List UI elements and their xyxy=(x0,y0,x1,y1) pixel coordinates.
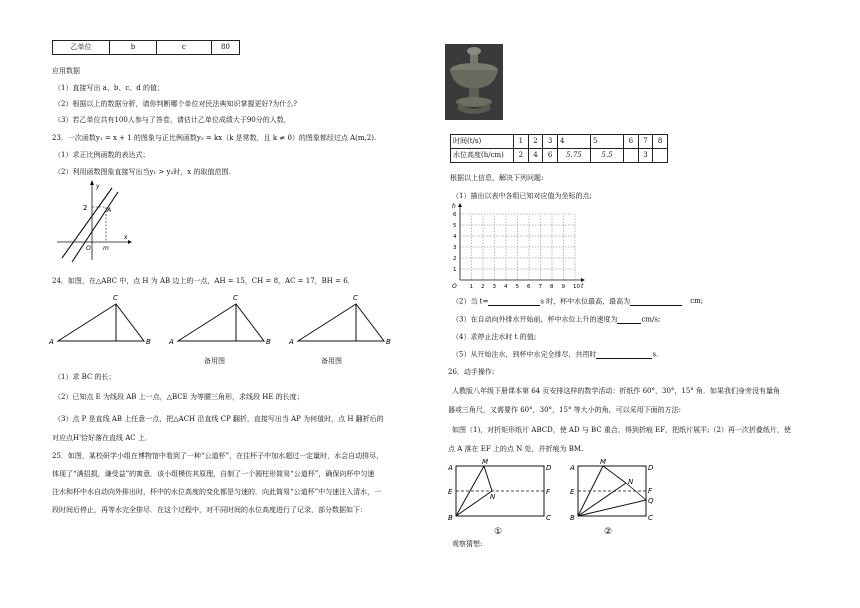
graph-point-A: A xyxy=(107,207,112,214)
table-cell: 5 xyxy=(590,135,623,149)
label-F: F xyxy=(648,487,653,495)
q25-part1: （1）描出以表中各组已知对应值为坐标的点; xyxy=(452,192,592,200)
q24-part2: （2）已知点 E 为线段 AB 上一点，△BCE 为等腰三角形，求线段 HE 的长度； xyxy=(54,393,304,401)
x-tick-label: 1 xyxy=(469,284,473,290)
fold-figure-1 xyxy=(446,458,556,540)
y-axis-arrow xyxy=(458,203,462,207)
label-D: D xyxy=(546,464,552,472)
x-axis-arrow xyxy=(581,278,585,282)
label-M: M xyxy=(600,458,607,466)
table-cell: 6 xyxy=(543,149,558,163)
label-E: E xyxy=(570,488,575,496)
y-tick-label: 3 xyxy=(453,245,457,251)
label-B: B xyxy=(146,338,151,346)
label-C: C xyxy=(648,514,653,522)
label-A: A xyxy=(49,338,54,346)
label-A: A xyxy=(169,338,174,346)
table-cell: 时间(t/s) xyxy=(451,135,514,149)
table-cell: 7 xyxy=(638,135,653,149)
table-cell: c xyxy=(157,41,212,55)
x-tick-label: 7 xyxy=(538,284,542,290)
y-tick-label: 6 xyxy=(453,212,457,218)
q24-spare-figure-2 xyxy=(288,290,400,352)
q26-line1: 人教版八年级下册课本第 64 页安排这样的数学活动：折纸作 60°，30°，15° 角．如果我们身旁没有量角 xyxy=(452,387,781,395)
graph-origin: O xyxy=(86,245,91,252)
table-cell: 5.5 xyxy=(590,149,623,163)
x-tick-label: 8 xyxy=(550,284,554,290)
q25-part2 xyxy=(452,297,703,306)
table-cell: 8 xyxy=(653,135,668,149)
q23-part1: （1）求正比例函数的表达式； xyxy=(54,151,150,159)
q26-observe: 观察猜想: xyxy=(452,540,483,548)
figure-number-2: ② xyxy=(604,527,613,537)
q25-part4: （4）求停止注水时 t 的值; xyxy=(452,333,537,341)
table-row xyxy=(451,135,668,149)
table-cell: 乙单位 xyxy=(53,41,110,55)
q25-part2-text-b: s 时，杯中水位最高，最高为 xyxy=(540,297,631,306)
q25-part5-text-a: （5）从开始注水，到杯中水完全排尽，共用时 xyxy=(452,350,597,359)
table-cell: b xyxy=(110,41,157,55)
table-row xyxy=(451,149,668,163)
label-M: M xyxy=(482,458,489,466)
q25-part2-text-c: cm; xyxy=(690,297,704,306)
label-C: C xyxy=(113,294,118,302)
x-tick-label: 4 xyxy=(504,284,508,290)
label-C: C xyxy=(353,294,358,302)
table-cell: 4 xyxy=(528,149,543,163)
fold-figure-2 xyxy=(568,458,660,540)
q24-part3-line2: 对应点H'恰好落在直线 AC 上． xyxy=(52,434,152,442)
label-C: C xyxy=(233,294,238,302)
q25-part5 xyxy=(452,350,658,359)
table-cell: 6 xyxy=(623,135,638,149)
y-tick-label: 4 xyxy=(453,234,457,240)
q25-part3-text-a: （3）在自动向外排水开始前，杯中水位上升的速度为 xyxy=(452,315,618,324)
x-tick-label: 5 xyxy=(515,284,519,290)
label-C: C xyxy=(546,514,551,522)
table-cell: 3 xyxy=(638,149,653,163)
q26-line2: 器或三角尺，又需要作 60°，30°，15° 等大小的角，可以采用下面的方法: xyxy=(448,406,682,414)
q25-line4: 段时间后停止，再等水完全排尽．在这个过程中，对不同时间的水位高度进行了记录，部分数据如下： xyxy=(52,506,367,514)
figure-caption: 备用图 xyxy=(321,357,342,365)
answer-blank[interactable] xyxy=(596,350,652,359)
q25-line2: 体现了“满招损，谦受益”的寓意．该小组模仿其原理，自制了一个圆柱形简易“公道杯”，确保向杯中匀速 xyxy=(52,470,375,478)
q26-line4: 点 A 落在 EF 上的点 N 处，并折痕为 BM. xyxy=(448,445,584,453)
t-axis-label: t xyxy=(581,283,584,290)
origin-label: O xyxy=(452,283,457,290)
q25-part3 xyxy=(452,315,660,324)
label-B: B xyxy=(266,338,271,346)
section-heading: 应用数据 xyxy=(52,67,80,75)
q24-part3-line1: （3）点 P 是直线 AB 上任意一点，把△ACH 沿直线 CP 翻折，直接写出当 AP 为何值时，点 H 翻折后的 xyxy=(54,415,384,423)
table-cell: 3 xyxy=(543,135,558,149)
q22-part1: （1）直接写出 a、b、c、d 的值； xyxy=(54,84,164,92)
graph-tick-m: m xyxy=(103,245,109,252)
q24-part1: （1）求 BC 的长； xyxy=(54,373,116,381)
q23-stem: 23．一次函数y₁ = x + 1 的图象与正比例函数y₂ = kx（k 是常数，且 k ≠ 0）的图象都经过点 A(m,2). xyxy=(52,134,377,142)
x-tick-label: 10 xyxy=(573,284,580,290)
label-A: A xyxy=(289,338,294,346)
q24-triangle-figure xyxy=(48,290,160,352)
right-column xyxy=(430,0,860,608)
table-cell xyxy=(623,149,638,163)
q22-part3: （3）若乙单位共有100人参与了答卷，请估计乙单位成绩大于90分的人数． xyxy=(54,116,291,124)
answer-blank[interactable] xyxy=(617,315,641,324)
q24-stem: 24．如图，在△ABC 中，点 H 为 AB 边上的一点，AH = 15，CH = 8，AC = 17，BH = 6． xyxy=(52,277,355,285)
q24-spare-figure-1 xyxy=(168,290,280,352)
figure-number-1: ① xyxy=(494,527,503,537)
q23-part2: （2）利用函数图象直接写出当y₁ > y₂时，x 的取值范围. xyxy=(54,168,231,176)
x-tick-label: 9 xyxy=(561,284,565,290)
q25-part3-text-b: cm/s; xyxy=(641,315,661,324)
label-A: A xyxy=(448,464,453,472)
q22-part2: （2）根据以上的数据分析，请你判断哪个单位对民法典知识掌握更好?为什么? xyxy=(54,100,297,108)
graph-tick-2: 2 xyxy=(83,204,88,212)
q23-function-graph xyxy=(52,180,132,262)
answer-blank[interactable] xyxy=(630,297,682,306)
label-E: E xyxy=(448,488,453,496)
table-cell: 80 xyxy=(212,41,240,55)
h-axis-label: h xyxy=(452,203,456,210)
table-cell: 水位高度(h/cm) xyxy=(451,149,514,163)
y-tick-label: 1 xyxy=(453,267,457,273)
label-F: F xyxy=(546,488,551,496)
q25-part2-text-a: （2）当 t= xyxy=(452,297,489,306)
answer-blank[interactable] xyxy=(488,297,540,306)
table-row xyxy=(53,41,240,55)
table-cell: 2 xyxy=(528,135,543,149)
table-cell: 1 xyxy=(514,135,529,149)
label-A: A xyxy=(570,464,575,472)
x-tick-label: 6 xyxy=(527,284,531,290)
q25-line3: 注水和杯中水自动向外排出时，杯中的水位高度的变化都是匀速的．向此简易“公道杯”中匀速注入清水，一 xyxy=(52,488,382,496)
q25-intro: 根据以上信息，解决下列问题: xyxy=(450,174,544,182)
x-tick-label: 2 xyxy=(481,284,485,290)
label-D: D xyxy=(648,464,654,472)
label-Q: Q xyxy=(648,497,654,505)
table-cell xyxy=(653,149,668,163)
label-B: B xyxy=(448,514,453,522)
group-score-table xyxy=(52,40,240,55)
label-B: B xyxy=(570,514,575,522)
table-cell: 4 xyxy=(557,135,590,149)
q26-title: 26．动手操作: xyxy=(448,368,495,376)
coordinate-grid xyxy=(448,200,584,292)
q26-line3: 如图（1)，对折矩形纸片 ABCD，使 AD 与 BC 重合，得到折痕 EF，把纸片展平;（2）再一次折叠纸片，使 xyxy=(452,426,791,434)
q25-line1: 25．如图，某校研学小组在博物馆中看到了一种“公道杯”，在往杯子中加水超过一定量时，水会自动排尽， xyxy=(52,452,384,460)
figure-caption: 备用图 xyxy=(204,357,225,365)
x-tick-label: 3 xyxy=(492,284,496,290)
y-tick-label: 2 xyxy=(453,256,457,262)
label-N: N xyxy=(628,478,634,486)
water-level-table xyxy=(450,134,668,163)
q25-part5-text-b: s. xyxy=(652,350,659,359)
y-tick-label: 5 xyxy=(453,223,457,229)
graph-x-label: x xyxy=(124,234,128,241)
table-cell: 2 xyxy=(514,149,529,163)
table-cell: 5.75 xyxy=(557,149,590,163)
graph-y-label: y xyxy=(96,183,100,190)
label-N: N xyxy=(490,493,496,501)
gongdao-cup-photo xyxy=(445,44,503,120)
label-B: B xyxy=(386,338,391,346)
